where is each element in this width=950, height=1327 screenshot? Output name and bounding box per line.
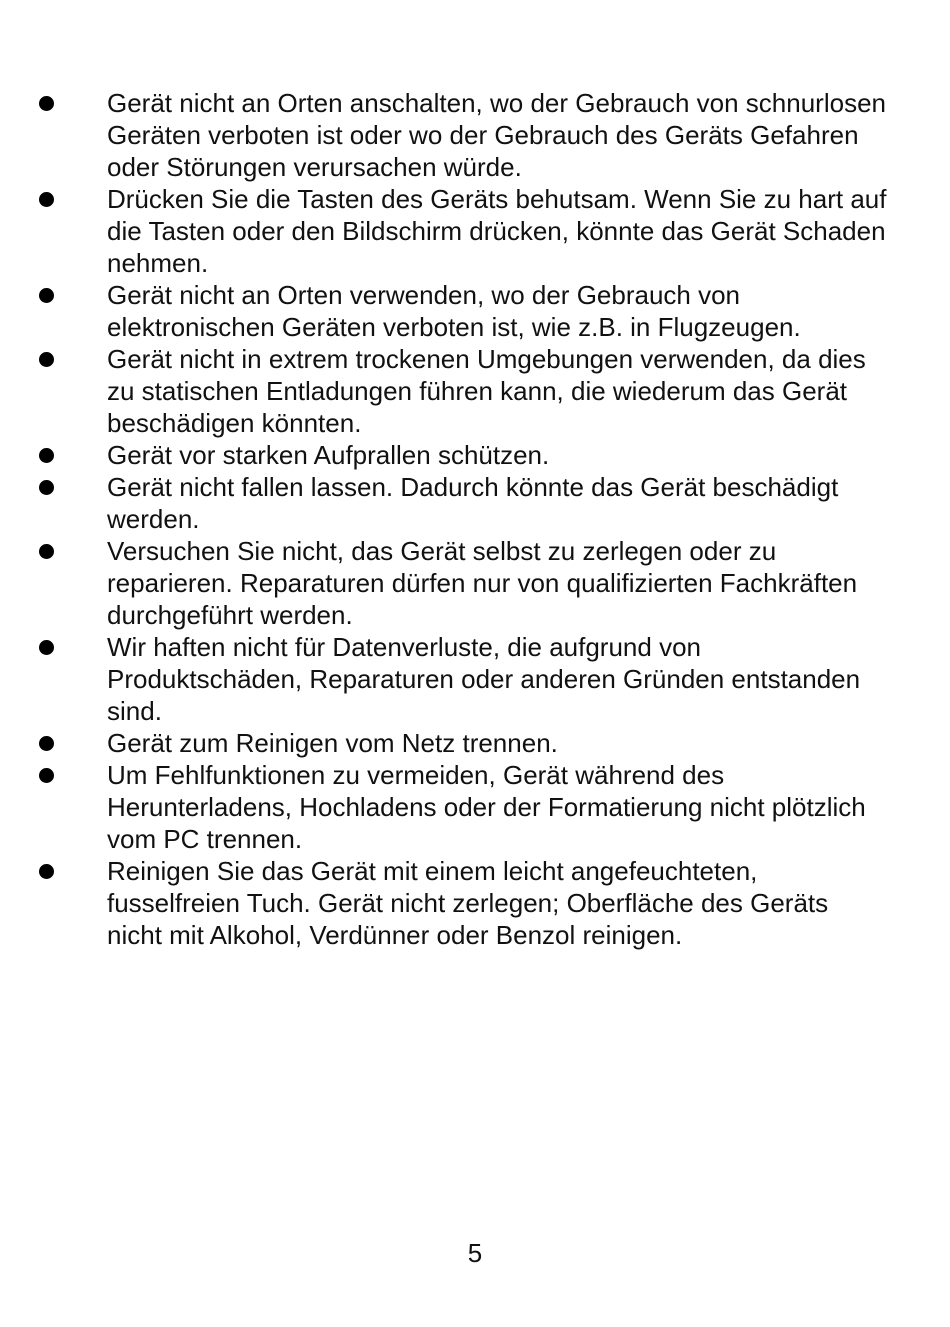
- bullet-icon: [39, 288, 54, 303]
- list-item: [0, 439, 950, 471]
- list-item: [0, 471, 950, 535]
- list-item: [0, 759, 950, 855]
- bullet-icon: [39, 448, 54, 463]
- bullet-icon: [39, 480, 54, 495]
- list-item: [0, 727, 950, 759]
- bullet-icon: [39, 352, 54, 367]
- list-item-text: Gerät nicht an Orten anschalten, wo der Gebrauch von schnurlosen Geräten verboten ist oder wo der Gebrauch des Geräts Gefahren oder Störungen verursachen würde.: [107, 88, 886, 182]
- bullet-icon: [39, 736, 54, 751]
- page-number: 5: [467, 1238, 483, 1268]
- list-item: [0, 631, 950, 727]
- list-item-text: Gerät zum Reinigen vom Netz trennen.: [107, 728, 558, 758]
- list-item-text: Gerät nicht fallen lassen. Dadurch könnte das Gerät beschädigt werden.: [107, 472, 839, 534]
- list-item-text: Gerät nicht an Orten verwenden, wo der Gebrauch von elektronischen Geräten verboten ist, wie z.B. in Flugzeugen.: [107, 280, 801, 342]
- bullet-icon: [39, 864, 54, 879]
- bullet-icon: [39, 96, 54, 111]
- bullet-icon: [39, 640, 54, 655]
- list-item: [0, 183, 950, 279]
- bullet-icon: [39, 544, 54, 559]
- bullet-icon: [39, 768, 54, 783]
- list-item-text: Versuchen Sie nicht, das Gerät selbst zu zerlegen oder zu reparieren. Reparaturen dürfen nur von qualifizierten Fachkräften durchgeführt werden.: [107, 536, 858, 630]
- list-item: [0, 343, 950, 439]
- bullet-icon: [39, 192, 54, 207]
- list-item-text: Gerät vor starken Aufprallen schützen.: [107, 440, 550, 470]
- list-item-text: Drücken Sie die Tasten des Geräts behutsam. Wenn Sie zu hart auf die Tasten oder den Bildschirm drücken, könnte das Gerät Schaden nehmen.: [107, 184, 887, 278]
- list-item: [0, 535, 950, 631]
- list-item: [0, 279, 950, 343]
- list-item: [0, 855, 950, 951]
- list-item-text: Gerät nicht in extrem trockenen Umgebungen verwenden, da dies zu statischen Entladungen führen kann, die wiederum das Gerät beschädigen könnten.: [107, 344, 866, 438]
- list-item-text: Wir haften nicht für Datenverluste, die aufgrund von Produktschäden, Reparaturen oder anderen Gründen entstanden sind.: [107, 632, 861, 726]
- list-item-text: Reinigen Sie das Gerät mit einem leicht angefeuchteten, fusselfreien Tuch. Gerät nicht zerlegen; Oberfläche des Geräts nicht mit Alkohol, Verdünner oder Benzol reinigen.: [107, 856, 829, 950]
- list-item: [0, 87, 950, 183]
- list-item-text: Um Fehlfunktionen zu vermeiden, Gerät während des Herunterladens, Hochladens oder der Formatierung nicht plötzlich vom PC trennen.: [107, 760, 866, 854]
- safety-instructions-list: [0, 87, 950, 951]
